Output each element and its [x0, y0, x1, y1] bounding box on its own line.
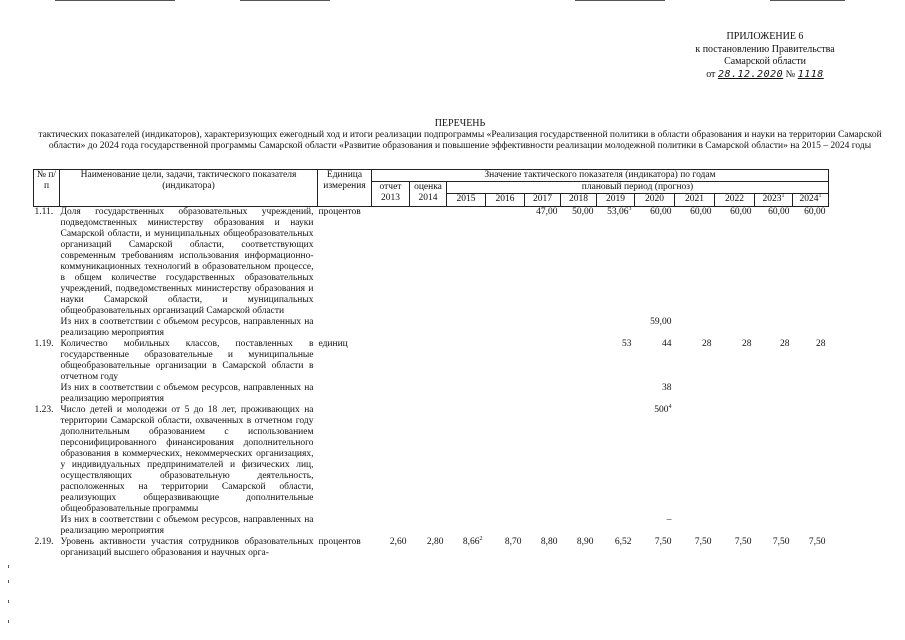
- value-cell: [410, 317, 447, 339]
- value-cell: [675, 207, 715, 318]
- footnote-mark: 3: [628, 205, 632, 212]
- unit-of-measure: [318, 405, 372, 515]
- value-cell: [447, 383, 486, 405]
- value-cell: [635, 515, 675, 537]
- value-cell: [561, 405, 597, 515]
- value-text: 44: [662, 339, 672, 349]
- footnote-mark: 1: [818, 192, 822, 199]
- value-cell: [525, 405, 561, 515]
- value-cell: [597, 317, 635, 339]
- value-text: 50,00: [572, 207, 594, 217]
- value-text: 38: [662, 383, 672, 393]
- value-text: 8,90: [576, 537, 594, 547]
- value-cell: [486, 537, 525, 559]
- value-text: 2,80: [426, 537, 444, 547]
- appendix-block: [640, 31, 890, 81]
- value-cell: [793, 207, 829, 318]
- footnote-mark: 2: [479, 535, 483, 542]
- header-year-2019: [597, 194, 635, 207]
- row-number: [34, 383, 60, 405]
- unit-of-measure: процентов: [318, 537, 361, 547]
- value-text: 60,00: [730, 207, 752, 217]
- scan-edge-line: [55, 0, 175, 1]
- document-heading: [30, 118, 890, 153]
- value-cell: [755, 339, 793, 383]
- value-text: 28: [780, 339, 790, 349]
- header-report: [372, 182, 410, 207]
- scan-edge-line: [240, 0, 330, 1]
- number-prefix: №: [785, 68, 796, 80]
- value-cell: [793, 405, 829, 515]
- value-cell: [715, 537, 755, 559]
- row-number: 1.19.: [34, 339, 54, 349]
- value-cell: [372, 405, 410, 515]
- value-text: 6,52: [614, 537, 632, 547]
- value-text: 28: [742, 339, 752, 349]
- value-cell: [793, 537, 829, 559]
- value-cell: [715, 207, 755, 318]
- table-row: [34, 339, 829, 383]
- value-cell: [410, 207, 447, 318]
- value-cell: [410, 405, 447, 515]
- header-year-label: 2021: [685, 194, 704, 204]
- value-cell: [372, 383, 410, 405]
- value-cell: [447, 537, 486, 559]
- value-cell: [561, 515, 597, 537]
- header-year-label: 2016: [495, 194, 515, 204]
- value-cell: [793, 317, 829, 339]
- table-row: [34, 207, 829, 318]
- table-row: [34, 317, 829, 339]
- indicators-table: [33, 169, 829, 559]
- table-row: [34, 405, 829, 515]
- value-cell: [597, 339, 635, 383]
- value-cell: [410, 537, 447, 559]
- unit-of-measure: [318, 317, 372, 339]
- header-year-label: 2019: [606, 194, 625, 204]
- value-cell: [597, 537, 635, 559]
- indicator-name: Из них в соответствии с объемом ресурсов, направленных на реализацию мероприятия: [60, 515, 314, 536]
- value-cell: [561, 317, 597, 339]
- value-cell: [597, 405, 635, 515]
- value-text: 60,00: [768, 207, 790, 217]
- header-year-2017: [525, 194, 561, 207]
- unit-of-measure: единиц: [318, 339, 348, 349]
- value-cell: [372, 537, 410, 559]
- value-cell: [715, 515, 755, 537]
- value-cell: [675, 515, 715, 537]
- value-cell: [755, 207, 793, 318]
- value-cell: [561, 207, 597, 318]
- header-estimate-label: оценка: [414, 182, 442, 192]
- handwritten-date: 28.12.2020: [717, 68, 784, 80]
- value-text: 28: [702, 339, 712, 349]
- scan-margin-mark: [8, 580, 9, 583]
- header-number: № п/п: [34, 170, 60, 207]
- header-estimate-year: 2014: [418, 193, 438, 203]
- value-text: 500: [654, 405, 669, 415]
- value-cell: [675, 537, 715, 559]
- value-cell: [715, 317, 755, 339]
- value-text: 28: [816, 339, 826, 349]
- value-cell: [486, 383, 525, 405]
- value-cell: [525, 515, 561, 537]
- header-year-label: 2018: [569, 194, 588, 204]
- value-cell: [597, 207, 635, 318]
- value-cell: [525, 537, 561, 559]
- footnote-mark: 1: [781, 192, 785, 199]
- indicator-name: Из них в соответствии с объемом ресурсов, направленных на реализацию мероприятия: [60, 383, 314, 404]
- value-cell: [755, 383, 793, 405]
- value-cell: [372, 339, 410, 383]
- handwritten-number: 1118: [797, 68, 824, 80]
- value-text: 2,60: [389, 537, 407, 547]
- value-cell: [715, 405, 755, 515]
- table-row: [34, 515, 829, 537]
- value-cell: [635, 405, 675, 515]
- value-text: 53,06: [607, 207, 629, 217]
- header-value-group: Значение тактического показателя (индикатора) по годам: [372, 170, 829, 182]
- value-text: 8,70: [504, 537, 522, 547]
- row-number: [34, 317, 60, 339]
- value-cell: [635, 317, 675, 339]
- value-cell: [447, 207, 486, 318]
- value-cell: [561, 383, 597, 405]
- unit-of-measure: [318, 515, 372, 537]
- value-cell: [715, 383, 755, 405]
- value-cell: [447, 317, 486, 339]
- unit-of-measure: процентов: [318, 207, 361, 217]
- value-text: 7,50: [808, 537, 826, 547]
- value-cell: [793, 515, 829, 537]
- value-cell: [755, 405, 793, 515]
- document-subtitle: тактических показателей (индикаторов), характеризующих ежегодный ход и итоги реализации подпрограммы «Реализация государственной политики в области образования и науки на территории Самарской области» до 2024 года государственной программы Самарской области «Развитие образования и повышение эффективности реализации молодежной политики в Самарской области» на 2015 – 2024 годы: [38, 129, 882, 151]
- value-cell: [372, 515, 410, 537]
- header-year-label: 2023: [762, 194, 782, 204]
- value-text: 60,00: [804, 207, 826, 217]
- value-cell: [486, 207, 525, 318]
- value-cell: [447, 515, 486, 537]
- header-unit: Единица измерения: [318, 170, 372, 207]
- header-planned: плановый период (прогноз): [447, 182, 829, 194]
- scan-margin-mark: [8, 565, 9, 568]
- value-cell: [675, 383, 715, 405]
- appendix-title: ПРИЛОЖЕНИЕ 6: [726, 31, 804, 42]
- indicator-name: Доля государственных образовательных учреждений, подведомственных министерству образования и науки Самарской области, и муниципальных общеобразовательных организаций Самарской области, соответствующих современным требованиям использования информационно-коммуникационных технологий в образовательном процессе, в общем количестве государственных образовательных учреждений, подведомственных министерству образования и науки Самарской области, и муниципальных общеобразовательных организаций Самарской области: [60, 207, 314, 316]
- header-year-label: 2022: [725, 194, 744, 204]
- value-cell: [597, 515, 635, 537]
- value-cell: [675, 339, 715, 383]
- indicator-name: Уровень активности участия сотрудников образовательных организаций высшего образования и научных орга-: [60, 537, 314, 558]
- header-year-label: 2024: [799, 194, 819, 204]
- value-cell: [635, 207, 675, 318]
- unit-of-measure: [318, 383, 372, 405]
- appendix-date-line: [640, 69, 890, 82]
- value-text: 7,50: [694, 537, 712, 547]
- header-report-label: отчет: [379, 182, 402, 192]
- scan-edge-line: [770, 0, 845, 1]
- indicator-name: Число детей и молодежи от 5 до 18 лет, проживающих на территории Самарской области, охваченных в отчетном году дополнительным образованием с использованием персонифицированного финансирования дополнительного образования в коммерческих, некоммерческих организациях, у индивидуальных предпринимателей и физических лиц, осуществляющих образовательную деятельность, расположенных на территории Самарской области, реализующих общеразвивающие дополнительные общеобразовательные программы: [60, 405, 314, 514]
- value-text: 8,80: [540, 537, 558, 547]
- document-title: ПЕРЕЧЕНЬ: [434, 118, 486, 129]
- header-year-2018: [561, 194, 597, 207]
- value-text: 60,00: [650, 207, 672, 217]
- value-text: 7,50: [734, 537, 752, 547]
- header-year-2020: [635, 194, 675, 207]
- value-cell: [793, 383, 829, 405]
- value-text: –: [666, 515, 672, 525]
- row-number: 1.23.: [34, 405, 54, 415]
- value-text: 47,00: [536, 207, 558, 217]
- header-year-2023: [755, 194, 793, 207]
- indicator-name: Из них в соответствии с объемом ресурсов, направленных на реализацию мероприятия: [60, 317, 314, 338]
- row-number: 1.11.: [34, 207, 54, 217]
- header-report-year: 2013: [381, 193, 400, 203]
- footnote-mark: 4: [668, 403, 672, 410]
- value-cell: [486, 339, 525, 383]
- value-cell: [635, 383, 675, 405]
- value-cell: [561, 537, 597, 559]
- table-row: [34, 383, 829, 405]
- value-cell: [755, 317, 793, 339]
- value-cell: [675, 317, 715, 339]
- value-cell: [486, 317, 525, 339]
- header-year-2016: [486, 194, 525, 207]
- value-text: 7,50: [772, 537, 790, 547]
- value-cell: [561, 339, 597, 383]
- scan-margin-mark: [8, 620, 9, 623]
- value-text: 8,66: [462, 537, 480, 547]
- appendix-line: к постановлению Правительства: [695, 43, 835, 55]
- value-cell: [525, 383, 561, 405]
- value-cell: [755, 515, 793, 537]
- header-year-label: 2015: [456, 194, 476, 204]
- value-cell: [410, 339, 447, 383]
- appendix-line: Самарской области: [724, 56, 806, 67]
- value-cell: [635, 537, 675, 559]
- value-cell: [715, 339, 755, 383]
- value-text: 53: [622, 339, 632, 349]
- value-cell: [525, 207, 561, 318]
- row-number: [34, 515, 60, 537]
- header-year-label: 2017: [533, 194, 552, 204]
- value-cell: [755, 537, 793, 559]
- header-name: Наименование цели, задачи, тактического показателя (индикатора): [60, 170, 318, 207]
- value-cell: [635, 339, 675, 383]
- value-cell: [447, 339, 486, 383]
- scan-edge-line: [575, 0, 665, 1]
- header-year-2022: [715, 194, 755, 207]
- header-year-label: 2020: [645, 194, 664, 204]
- value-cell: [372, 317, 410, 339]
- date-prefix: от: [706, 68, 716, 80]
- value-cell: [525, 339, 561, 383]
- header-estimate: [410, 182, 447, 207]
- value-cell: [793, 339, 829, 383]
- value-cell: [525, 317, 561, 339]
- value-cell: [410, 383, 447, 405]
- value-text: 59,00: [650, 317, 672, 327]
- value-cell: [447, 405, 486, 515]
- indicator-name: Количество мобильных классов, поставленных в государственные образовательные и муниципальные общеобразовательные организации в Самарской области в отчетном году: [60, 339, 314, 382]
- value-cell: [486, 405, 525, 515]
- table-row: [34, 537, 829, 559]
- header-year-2021: [675, 194, 715, 207]
- value-cell: [675, 405, 715, 515]
- value-text: 60,00: [690, 207, 712, 217]
- row-number: 2.19.: [34, 537, 54, 547]
- value-text: 7,50: [654, 537, 672, 547]
- value-cell: [597, 383, 635, 405]
- value-cell: [486, 515, 525, 537]
- value-cell: [372, 207, 410, 318]
- scan-margin-mark: [8, 600, 9, 603]
- header-year-2015: [447, 194, 486, 207]
- value-cell: [410, 515, 447, 537]
- header-year-2024: [793, 194, 829, 207]
